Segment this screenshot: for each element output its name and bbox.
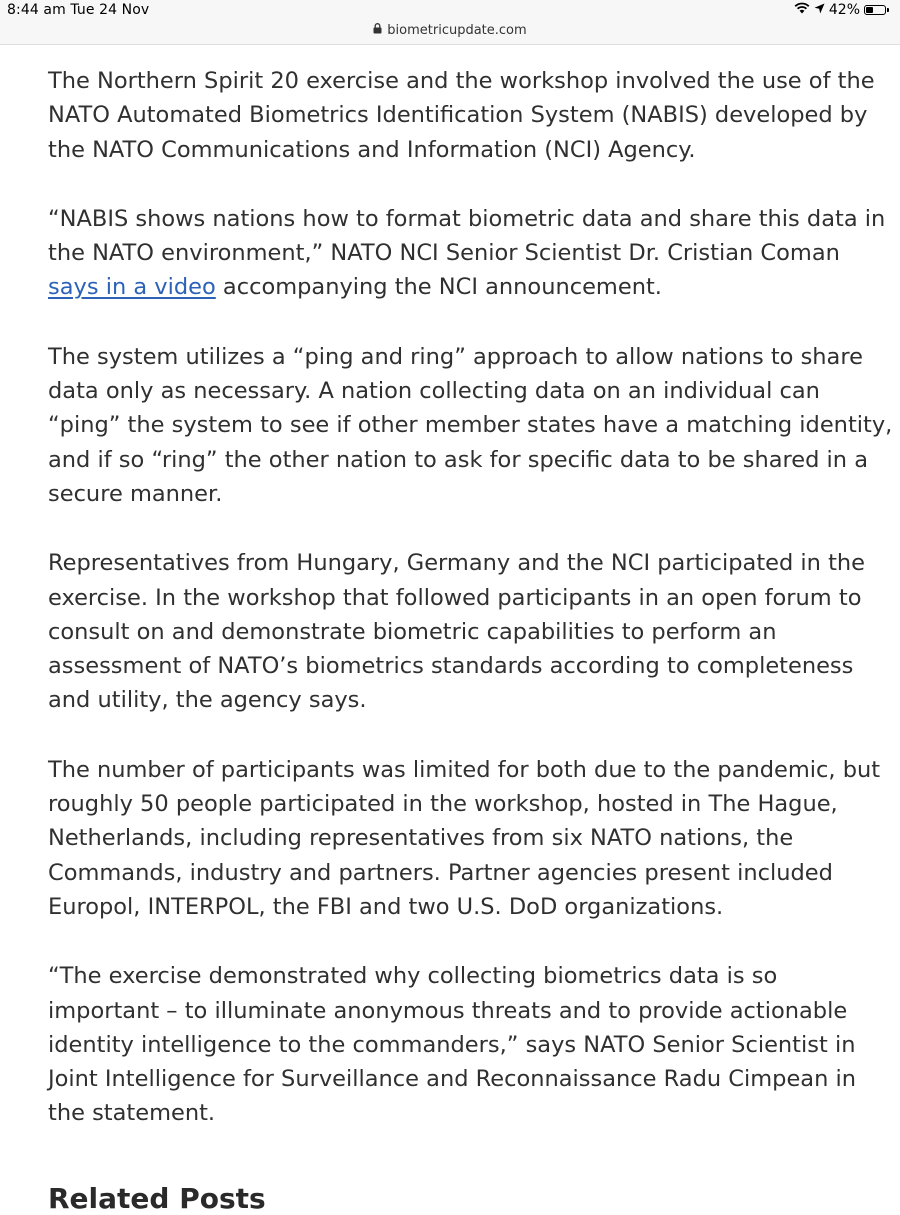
says-in-a-video-link[interactable]: says in a video: [48, 274, 216, 301]
article-paragraph-5: The number of participants was limited for both due to the pandemic, but roughly 50 people participated in the workshop, hosted in The Hague, Netherlands, including representatives from six NATO nations, the Commands, industry and partners. Partner agencies present included Europol, INTERPOL, the FBI and two U.S. DoD organizations.: [48, 756, 881, 920]
related-posts-heading: Related Posts: [48, 1182, 266, 1215]
url-bar[interactable]: [0, 20, 900, 45]
article-paragraph-3: The system utilizes a “ping and ring” approach to allow nations to share data only as necessary. A nation collecting data on an individual can “ping” the system to see if other member states have a matching identity, and if so “ring” the other nation to ask for specific data to be shared in a secure manner.: [48, 343, 893, 507]
article-paragraph-1: The Northern Spirit 20 exercise and the workshop involved the use of the NATO Automated Biometrics Identification System (NABIS) developed by the NATO Communications and Information (NCI) Agency.: [48, 68, 875, 163]
battery-level-fill: [866, 7, 873, 13]
battery-percent: 42%: [828, 2, 860, 18]
url-domain[interactable]: biometricupdate.com: [387, 23, 527, 38]
article-paragraph-2: “NABIS shows nations how to format biometric data and share this data in the NATO environment,” NATO NCI Senior Scientist Dr. Cristian Coman says in a video accompanying the NCI announcement.: [48, 205, 886, 301]
battery-icon: [864, 5, 886, 15]
status-time: 8:44 am Tue 24 Nov: [7, 2, 150, 18]
status-bar: [0, 0, 900, 20]
status-indicators: [794, 2, 886, 18]
article-paragraph-4: Representatives from Hungary, Germany and the NCI participated in the exercise. In the workshop that followed participants in an open forum to consult on and demonstrate biometric capabilities to perform an assessment of NATO’s biometrics standards according to completeness and utility, the agency says.: [48, 550, 866, 714]
wifi-icon: [794, 2, 810, 18]
location-arrow-icon: [814, 2, 825, 18]
article-body: [48, 64, 893, 1166]
lock-icon: [373, 23, 382, 38]
article-paragraph-6: “The exercise demonstrated why collecting biometrics data is so important – to illuminate anonymous threats and to provide actionable identity intelligence to the commanders,” says NATO Senior Scientist in Joint Intelligence for Surveillance and Reconnaissance Radu Cimpean in the statement.: [48, 963, 857, 1127]
